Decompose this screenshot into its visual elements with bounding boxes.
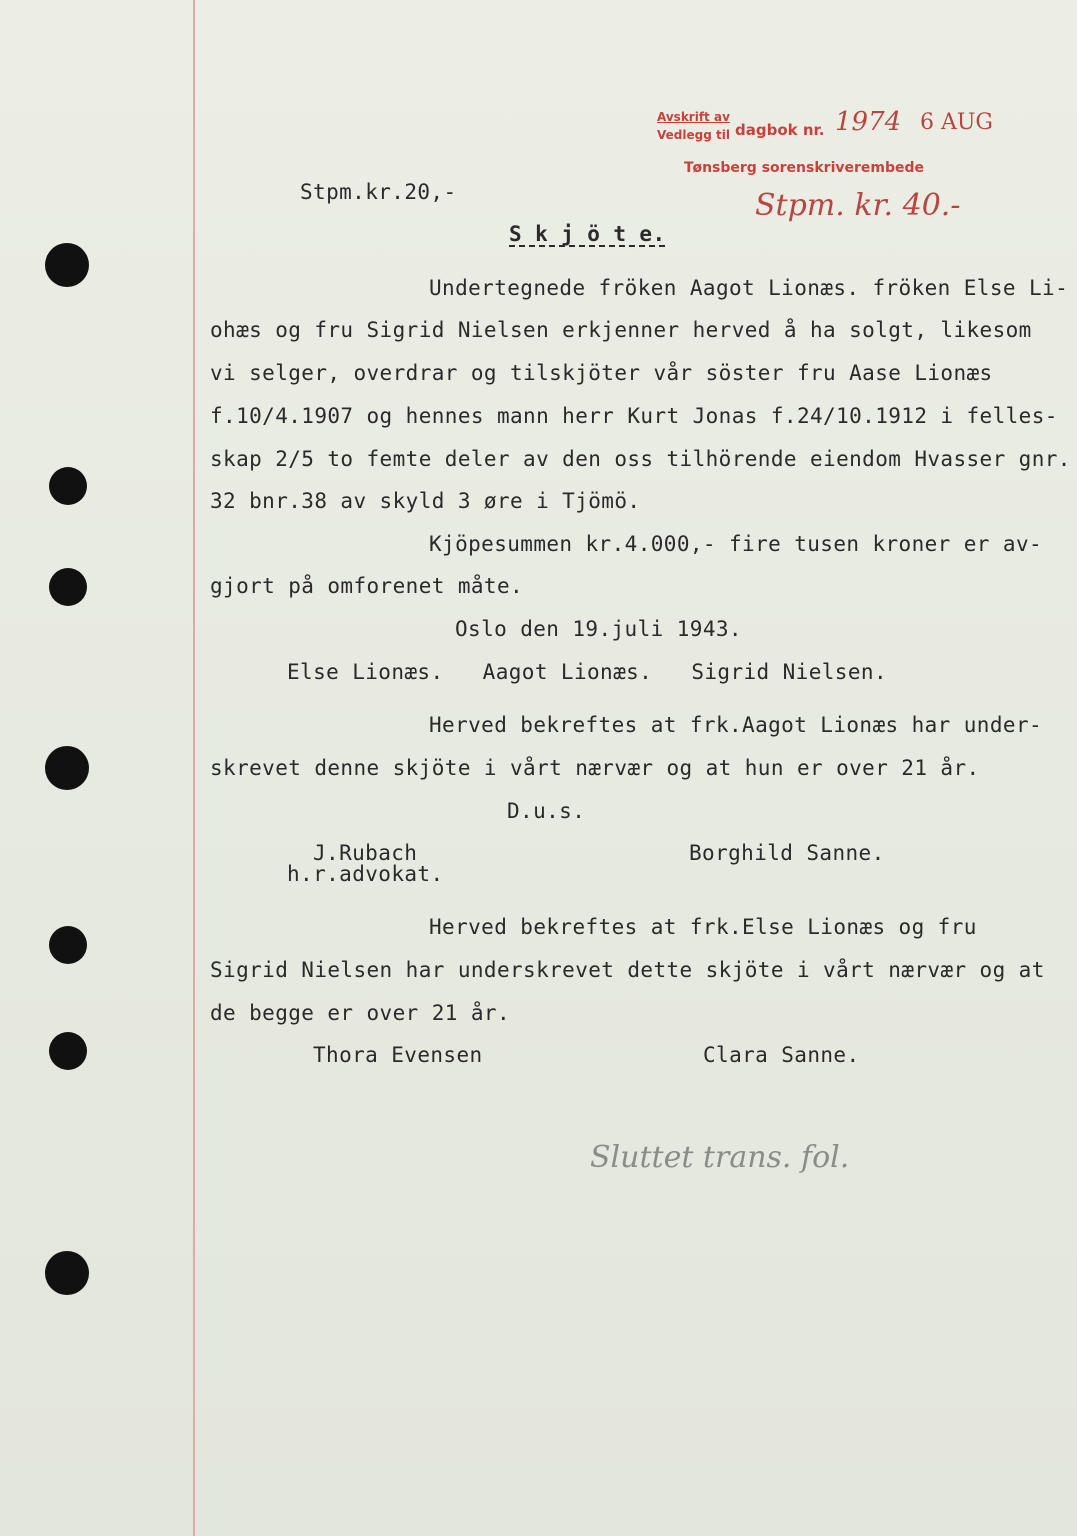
- witness-name: Thora Evensen: [313, 1043, 483, 1067]
- stamp-number: 1974: [835, 107, 902, 137]
- witness-name: J.Rubach: [313, 841, 418, 865]
- fee-line: Stpm.kr.20,-: [300, 180, 457, 204]
- stamp-dagbok: dagbok nr.: [735, 121, 825, 139]
- text-line: Kjöpesummen kr.4.000,- fire tusen kroner er av-: [429, 532, 1043, 556]
- stamp-office: Tønsberg sorenskriverembede: [684, 160, 925, 176]
- text-line: Sigrid Nielsen har underskrevet dette skjöte i vårt nærvær og at: [210, 958, 1045, 982]
- signatures-line: Else Lionæs. Aagot Lionæs. Sigrid Nielsen.: [287, 660, 887, 684]
- punch-hole: [49, 926, 87, 964]
- punch-hole: [49, 568, 87, 606]
- witness-name: Clara Sanne.: [703, 1043, 860, 1067]
- pencil-note: Sluttet trans. fol.: [590, 1140, 850, 1175]
- text-line: de begge er over 21 år.: [210, 1001, 510, 1025]
- stamp-handwritten-fee: Stpm. kr. 40.-: [755, 188, 961, 223]
- text-line: Herved bekreftes at frk.Aagot Lionæs har under-: [429, 713, 1043, 737]
- punch-hole: [45, 1251, 89, 1295]
- text-line: Undertegnede fröken Aagot Lionæs. fröken Else Li-: [429, 276, 1069, 300]
- text-line: ohæs og fru Sigrid Nielsen erkjenner herved å ha solgt, likesom: [210, 318, 1032, 342]
- stamp-avskrift: Avskrift av: [657, 110, 730, 124]
- witness-title: h.r.advokat.: [287, 862, 444, 886]
- text-line: 32 bnr.38 av skyld 3 øre i Tjömö.: [210, 489, 641, 513]
- text-line: gjort på omforenet måte.: [210, 574, 524, 598]
- witness-name: Borghild Sanne.: [689, 841, 885, 865]
- text-line: Herved bekreftes at frk.Else Lionæs og fru: [429, 915, 977, 939]
- text-line: f.10/4.1907 og hennes mann herr Kurt Jonas f.24/10.1912 i felles-: [210, 404, 1058, 428]
- text-line: skap 2/5 to femte deler av den oss tilhörende eiendom Hvasser gnr.: [210, 447, 1071, 471]
- punch-hole: [45, 243, 89, 287]
- margin-line: [193, 0, 195, 1536]
- dus-line: D.u.s.: [507, 799, 586, 823]
- punch-hole: [49, 467, 87, 505]
- text-line: vi selger, overdrar og tilskjöter vår söster fru Aase Lionæs: [210, 361, 993, 385]
- stamp-vedlegg: Vedlegg til: [657, 128, 730, 142]
- punch-hole: [45, 746, 89, 790]
- document-title: S k j ö t e.: [509, 222, 666, 246]
- date-line: Oslo den 19.juli 1943.: [455, 617, 742, 641]
- stamp-date: 6 AUG: [920, 110, 993, 135]
- punch-hole: [49, 1032, 87, 1070]
- text-line: skrevet denne skjöte i vårt nærvær og at hun er over 21 år.: [210, 756, 980, 780]
